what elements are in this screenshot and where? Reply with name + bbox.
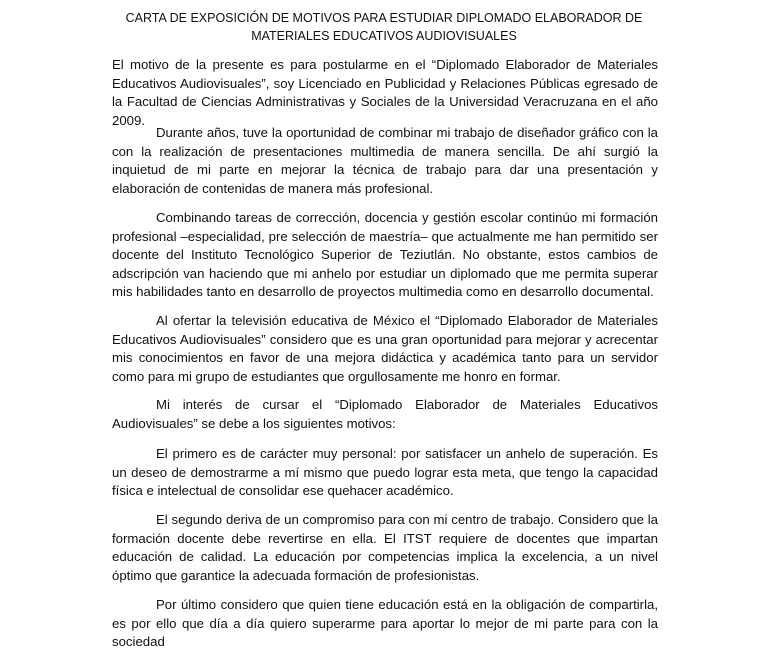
paragraph-diploma-opportunity: Al ofertar la televisión educativa de México el “Diplomado Elaborador de Materiales Educativos Audiovisuales” considero que es una gran oportunidad para mejorar y acrecentar mis conocimientos en favor de una mejora didáctica y académica tanto para un servidor como para mi grupo de estudiantes que orgullosamente me honro en formar.	[112, 313, 658, 384]
paragraph-final-motive: Por último considero que quien tiene educación está en la obligación de compartirla, es por ello que día a día quiero superarme para aportar lo mejor de mi parte para con la sociedad	[112, 597, 658, 649]
paragraph-introduction: El motivo de la presente es para postularme en el “Diplomado Elaborador de Materiales Educativos Audiovisuales”, soy Licenciado en Publicidad y Relaciones Públicas egresado de la Facultad de Ciencias Administrativas y Sociales de la Universidad Veracruzana en el año 2009.	[112, 57, 658, 128]
document-title-line-2: MATERIALES EDUCATIVOS AUDIOVISUALES	[251, 29, 517, 43]
paragraph-experience: Durante años, tuve la oportunidad de combinar mi trabajo de diseñador gráfico con la con la realización de presentaciones multimedia de manera sencilla. De ahí surgió la inquietud de mi parte en mejorar la técnica de trabajo para dar una presentación y elaboración de contenidas de manera más profesional.	[112, 125, 658, 196]
document-title-line-1: CARTA DE EXPOSICIÓN DE MOTIVOS PARA ESTUDIAR DIPLOMADO ELABORADOR DE	[125, 11, 643, 25]
paragraph-professional-training: Combinando tareas de corrección, docencia y gestión escolar continúo mi formación profesional –especialidad, pre selección de maestría– que actualmente me han permitido ser docente del Instituto Tecnológico Superior de Teziutlán. No obstante, estos cambios de adscripción van haciendo que mi anhelo por estudiar un diplomado que me permita superar mis habilidades tanto en desarrollo de proyectos multimedia como en desarrollo documental.	[112, 210, 658, 299]
paragraph-second-motive: El segundo deriva de un compromiso para con mi centro de trabajo. Considero que la formación docente debe revertirse en ella. El ITST requiere de docentes que impartan educación de calidad. La educación por competencias implica la excelencia, a un nivel óptimo que garantice la adecuada formación de profesionistas.	[112, 512, 658, 583]
paragraph-motives-intro: Mi interés de cursar el “Diplomado Elaborador de Materiales Educativos Audiovisuales” se debe a los siguientes motivos:	[112, 397, 658, 431]
paragraph-first-motive: El primero es de carácter muy personal: por satisfacer un anhelo de superación. Es un deseo de demostrarme a mí mismo que puedo lograr esta meta, que tengo la capacidad física e intelectual de consolidar ese quehacer académico.	[112, 446, 658, 498]
